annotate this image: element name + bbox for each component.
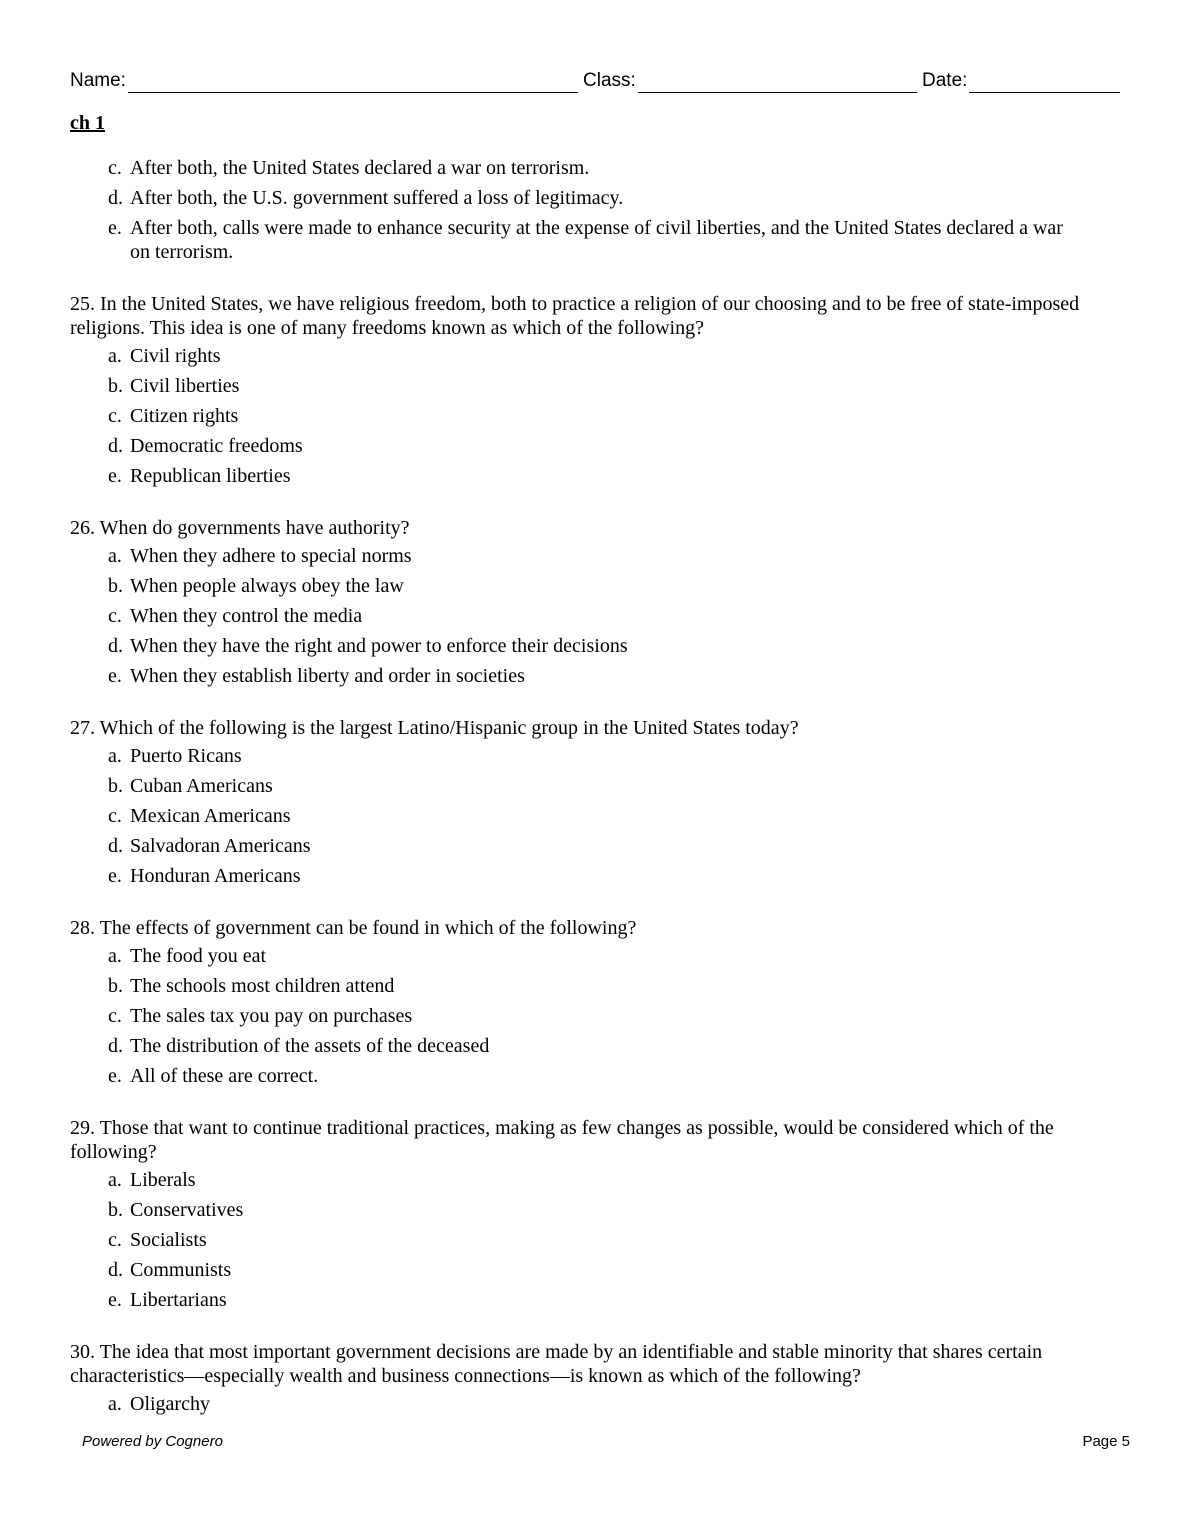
answer-option	[70, 1034, 1120, 1058]
answer-option	[70, 1228, 1120, 1252]
option-letter: c.	[108, 1229, 122, 1251]
answer-option	[70, 544, 1120, 568]
option-letter: a.	[108, 345, 122, 367]
option-text: Puerto Ricans	[130, 745, 242, 767]
question-text: 30. The idea that most important government decisions are made by an identifiable and stable minority that shares certain characteristics—especially wealth and business connections—is known as which of the following?	[70, 1341, 1043, 1387]
question-27	[70, 716, 1120, 888]
option-letter: c.	[108, 1005, 122, 1027]
option-text: When they establish liberty and order in societies	[130, 665, 525, 687]
class-label: Class:	[583, 70, 636, 91]
option-text: Socialists	[130, 1229, 207, 1251]
option-letter: b.	[108, 975, 123, 997]
option-letter: c.	[108, 157, 122, 179]
option-text: Democratic freedoms	[130, 435, 303, 457]
answer-option	[70, 434, 1120, 458]
option-text: When they have the right and power to enforce their decisions	[130, 635, 628, 657]
class-field-line[interactable]	[638, 92, 917, 93]
option-text: Mexican Americans	[130, 805, 291, 827]
option-text: When they adhere to special norms	[130, 545, 412, 567]
powered-by-footer: Powered by Cognero	[82, 1433, 223, 1450]
answer-option	[70, 944, 1120, 968]
answer-option	[70, 1064, 1120, 1088]
option-text: Liberals	[130, 1169, 196, 1191]
question-26	[70, 516, 1120, 688]
answer-option	[70, 1288, 1120, 1312]
option-text: All of these are correct.	[130, 1065, 319, 1087]
option-letter: a.	[108, 945, 122, 967]
date-field-line[interactable]	[969, 92, 1120, 93]
answer-option	[70, 1392, 1120, 1416]
option-letter: c.	[108, 605, 122, 627]
option-letter: e.	[108, 465, 122, 487]
option-letter: a.	[108, 545, 122, 567]
question-text: 25. In the United States, we have religious freedom, both to practice a religion of our choosing and to be free of state-imposed religions. This idea is one of many freedoms known as which of the following?	[70, 293, 1080, 339]
option-letter: d.	[108, 435, 123, 457]
option-letter: b.	[108, 775, 123, 797]
name-field-line[interactable]	[128, 92, 578, 93]
answer-options	[70, 944, 1120, 1088]
option-letter: d.	[108, 835, 123, 857]
answer-option	[70, 186, 1120, 210]
answer-option	[70, 974, 1120, 998]
option-text: The schools most children attend	[130, 975, 395, 997]
option-letter: d.	[108, 1035, 123, 1057]
answer-option	[70, 864, 1120, 888]
option-text: The distribution of the assets of the deceased	[130, 1035, 490, 1057]
option-letter: e.	[108, 1289, 122, 1311]
continued-question	[70, 156, 1120, 264]
option-letter: e.	[108, 865, 122, 887]
answer-option	[70, 804, 1120, 828]
question-text: 26. When do governments have authority?	[70, 517, 410, 539]
option-text: Citizen rights	[130, 405, 239, 427]
option-letter: e.	[108, 217, 122, 239]
answer-options	[70, 1392, 1120, 1416]
answer-options	[70, 544, 1120, 688]
option-letter: d.	[108, 1259, 123, 1281]
option-letter: c.	[108, 405, 122, 427]
option-letter: b.	[108, 1199, 123, 1221]
question-30	[70, 1340, 1120, 1416]
answer-options	[70, 344, 1120, 488]
option-text: After both, calls were made to enhance security at the expense of civil liberties, and the United States declared a war on terrorism.	[130, 217, 1063, 263]
question-list	[70, 156, 1120, 1444]
answer-option	[70, 604, 1120, 628]
option-letter: a.	[108, 745, 122, 767]
option-text: Oligarchy	[130, 1393, 210, 1415]
answer-option	[70, 1004, 1120, 1028]
option-letter: e.	[108, 1065, 122, 1087]
answer-option	[70, 464, 1120, 488]
question-29	[70, 1116, 1120, 1312]
question-28	[70, 916, 1120, 1088]
option-letter: c.	[108, 805, 122, 827]
option-text: After both, the U.S. government suffered a loss of legitimacy.	[130, 187, 624, 209]
answer-option	[70, 574, 1120, 598]
answer-options	[70, 156, 1120, 264]
question-25	[70, 292, 1120, 488]
option-text: When they control the media	[130, 605, 363, 627]
section-title: ch 1	[70, 112, 105, 134]
answer-option	[70, 664, 1120, 688]
option-letter: b.	[108, 375, 123, 397]
option-text: Libertarians	[130, 1289, 227, 1311]
option-letter: a.	[108, 1169, 122, 1191]
answer-options	[70, 744, 1120, 888]
date-label: Date:	[922, 70, 968, 91]
option-letter: d.	[108, 187, 123, 209]
name-label: Name:	[70, 70, 126, 91]
answer-option	[70, 344, 1120, 368]
answer-option	[70, 744, 1120, 768]
option-text: Honduran Americans	[130, 865, 301, 887]
option-text: Republican liberties	[130, 465, 291, 487]
answer-option	[70, 634, 1120, 658]
option-text: Communists	[130, 1259, 232, 1281]
option-text: When people always obey the law	[130, 575, 404, 597]
answer-option	[70, 1168, 1120, 1192]
option-text: Conservatives	[130, 1199, 244, 1221]
answer-options	[70, 1168, 1120, 1312]
question-text: 29. Those that want to continue traditional practices, making as few changes as possible, would be considered which of the following?	[70, 1117, 1054, 1163]
option-text: Civil rights	[130, 345, 221, 367]
option-text: After both, the United States declared a war on terrorism.	[130, 157, 590, 179]
answer-option	[70, 156, 1120, 180]
option-text: Civil liberties	[130, 375, 240, 397]
form-header	[70, 70, 1120, 96]
option-letter: d.	[108, 635, 123, 657]
answer-option	[70, 834, 1120, 858]
answer-option	[70, 404, 1120, 428]
question-text: 27. Which of the following is the largest Latino/Hispanic group in the United States today?	[70, 717, 799, 739]
option-text: Salvadoran Americans	[130, 835, 311, 857]
answer-option	[70, 216, 1120, 264]
answer-option	[70, 1198, 1120, 1222]
answer-option	[70, 1258, 1120, 1282]
option-text: The sales tax you pay on purchases	[130, 1005, 413, 1027]
option-letter: e.	[108, 665, 122, 687]
option-letter: b.	[108, 575, 123, 597]
answer-option	[70, 374, 1120, 398]
option-text: The food you eat	[130, 945, 267, 967]
option-letter: a.	[108, 1393, 122, 1415]
page-number: Page 5	[1082, 1433, 1130, 1450]
answer-option	[70, 774, 1120, 798]
option-text: Cuban Americans	[130, 775, 273, 797]
question-text: 28. The effects of government can be found in which of the following?	[70, 917, 637, 939]
